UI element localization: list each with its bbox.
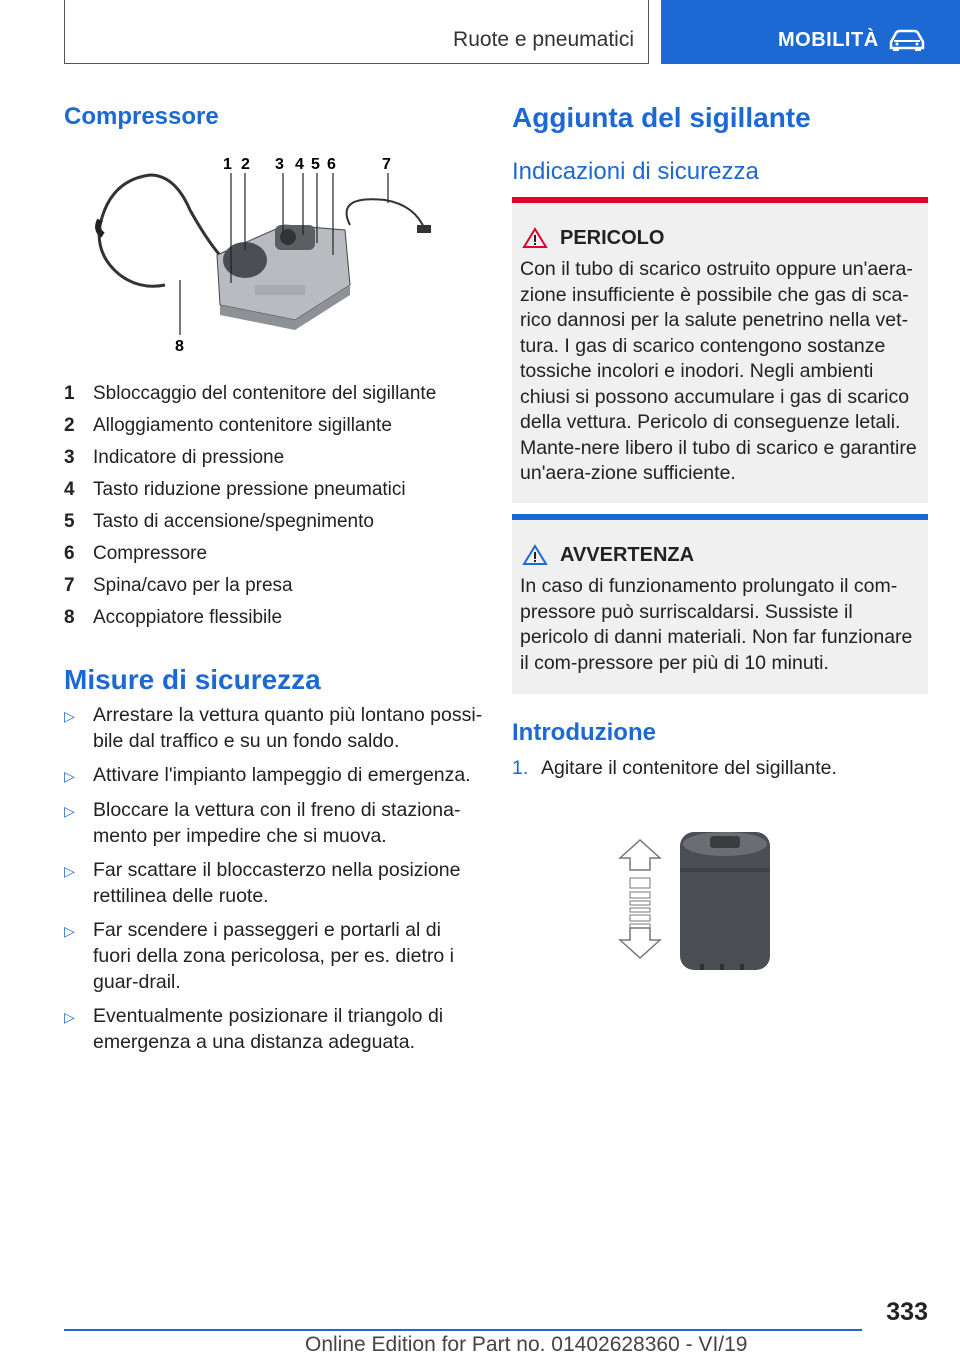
list-item — [64, 762, 484, 789]
safety-notes-heading: Indicazioni di sicurezza — [512, 158, 759, 185]
callout-8: 8 — [175, 338, 184, 355]
legend-number: 2 — [64, 415, 75, 436]
callout-3: 3 — [275, 156, 284, 173]
header-chapter-title: MOBILITÀ — [778, 29, 879, 51]
legend-item — [64, 378, 484, 410]
legend-text: Sbloccaggio del contenitore del sigillante — [93, 383, 437, 404]
compressor-heading: Compressore — [64, 103, 219, 130]
list-item-text: Attivare l'impianto lampeggio di emergenza. — [93, 764, 471, 786]
legend-text: Spina/cavo per la presa — [93, 575, 293, 596]
callout-6: 6 — [327, 156, 336, 173]
list-item — [64, 797, 484, 849]
legend-number: 1 — [64, 383, 75, 404]
edition-text: Online Edition for Part no. 01402628360 - VI/19 — [305, 1333, 748, 1356]
legend-item — [64, 602, 484, 634]
danger-label: PERICOLO — [560, 226, 665, 249]
shake-container-figure — [610, 828, 780, 978]
compressor-figure — [95, 155, 435, 360]
triangle-bullet-icon: ▷ — [64, 1009, 75, 1025]
header-section-title: Ruote e pneumatici — [453, 28, 634, 51]
callout-1: 1 — [223, 156, 232, 173]
list-item-text: Arrestare la vettura quanto più lontano possi-bile dal traffico e su un fondo saldo. — [93, 704, 483, 752]
header-chapter-tab[interactable] — [661, 0, 960, 64]
list-item — [64, 917, 484, 995]
warning-label: AVVERTENZA — [560, 543, 695, 566]
step-text: Agitare il contenitore del sigillante. — [541, 757, 837, 779]
legend-item — [64, 570, 484, 602]
list-item-text: Bloccare la vettura con il freno di staziona-mento per impedire che si muova. — [93, 799, 461, 847]
legend-text: Accoppiatore flessibile — [93, 607, 283, 628]
legend-item — [64, 410, 484, 442]
legend-number: 5 — [64, 511, 75, 532]
warning-triangle-icon — [522, 544, 548, 566]
legend-number: 8 — [64, 607, 75, 628]
warning-box — [512, 514, 928, 694]
danger-bar — [512, 197, 928, 203]
footer-divider — [64, 1329, 862, 1331]
legend-item — [64, 506, 484, 538]
warning-triangle-icon — [522, 227, 548, 249]
page-number: 333 — [886, 1298, 928, 1326]
list-item — [64, 1003, 484, 1055]
triangle-bullet-icon: ▷ — [64, 923, 75, 939]
danger-box — [512, 197, 928, 503]
triangle-bullet-icon: ▷ — [64, 863, 75, 879]
danger-text: Con il tubo di scarico ostruito oppure un'aera-zione insufficiente è possibile che gas di sca-rico dannosi per la salute penetrino nella vet-tura. I gas di scarico contengono sostanze tossiche incolori e inodori. Negli ambienti chiusi si possono accumulare i gas di scarico della vettura. Pericolo di conseguenze letali. Mante-nere libero il tubo di scarico e garantire un'aera-zione sufficiente. — [520, 258, 917, 484]
legend-text: Tasto riduzione pressione pneumatici — [93, 479, 406, 500]
legend-number: 4 — [64, 479, 75, 500]
callout-4: 4 — [295, 156, 304, 173]
legend-item — [64, 474, 484, 506]
intro-step — [512, 757, 837, 780]
legend-text: Tasto di accensione/spegnimento — [93, 511, 374, 532]
safety-list — [64, 702, 484, 1063]
legend-text: Compressore — [93, 543, 208, 564]
car-icon — [887, 28, 927, 52]
warning-bar — [512, 514, 928, 520]
legend-number: 7 — [64, 575, 75, 596]
header-section-box — [64, 0, 649, 64]
list-item-text: Far scattare il bloccasterzo nella posizione rettilinea delle ruote. — [93, 859, 461, 907]
legend-text: Indicatore di pressione — [93, 447, 285, 468]
sealant-heading: Aggiunta del sigillante — [512, 102, 811, 133]
triangle-bullet-icon: ▷ — [64, 768, 75, 784]
legend-text: Alloggiamento contenitore sigillante — [93, 415, 392, 436]
list-item-text: Far scendere i passeggeri e portarli al di fuori della zona pericolosa, per es. dietro i guar-drail. — [93, 919, 454, 993]
triangle-bullet-icon: ▷ — [64, 803, 75, 819]
legend-number: 3 — [64, 447, 75, 468]
triangle-bullet-icon: ▷ — [64, 708, 75, 724]
safety-heading: Misure di sicurezza — [64, 664, 321, 695]
legend-item — [64, 442, 484, 474]
callout-7: 7 — [382, 156, 391, 173]
callout-5: 5 — [311, 156, 320, 173]
legend-number: 6 — [64, 543, 75, 564]
compressor-legend — [64, 378, 484, 634]
list-item-text: Eventualmente posizionare il triangolo di emergenza a una distanza adeguata. — [93, 1005, 444, 1053]
step-number: 1. — [512, 757, 529, 779]
legend-item — [64, 538, 484, 570]
list-item — [64, 702, 484, 754]
warning-text: In caso di funzionamento prolungato il com-pressore può surriscaldarsi. Sussiste il pericolo di danni materiali. Non far funzionare il com-pressore per più di 10 minuti. — [520, 575, 913, 674]
list-item — [64, 857, 484, 909]
intro-heading: Introduzione — [512, 719, 656, 746]
callout-2: 2 — [241, 156, 250, 173]
